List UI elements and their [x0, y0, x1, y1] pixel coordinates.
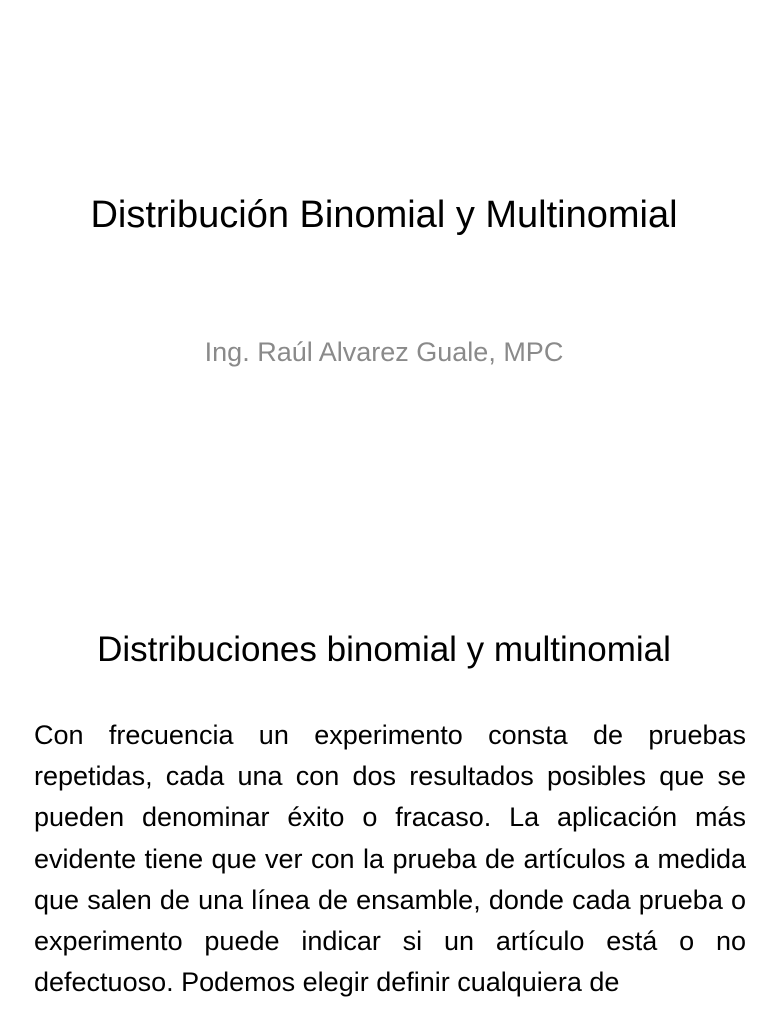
- slide-title: Distribuciones binomial y multinomial: [97, 630, 671, 669]
- presentation-author: Ing. Raúl Alvarez Guale, MPC: [204, 337, 564, 367]
- slide-body-text: Con frecuencia un experimento consta de pruebas repetidas, cada una con dos resultados posibles que se pueden denominar éxito o fracaso. La aplicación más evidente tiene que ver con la prueba de artículos a medida que salen de una línea de ensamble, donde cada prueba o experimento puede indicar si un artículo está o no defectuoso. Podemos elegir definir cualquiera de: [34, 720, 746, 998]
- content-slide: [0, 576, 768, 1024]
- presentation-title: Distribución Binomial y Multinomial: [90, 194, 678, 236]
